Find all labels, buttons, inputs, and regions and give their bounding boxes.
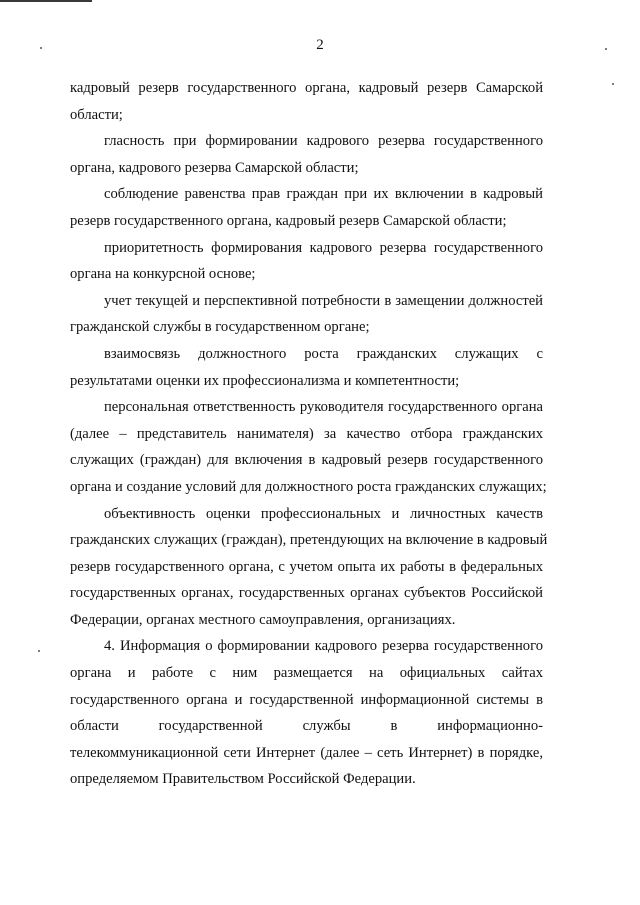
paragraph-line: органа и работе с ним размещается на официальных сайтах [70,665,543,682]
paragraph-line: гласность при формировании кадрового резерва государственного [104,133,543,150]
paragraph-line: приоритетность формирования кадрового резерва государственного [104,239,543,256]
paragraph-line: резерв государственного органа, кадровый резерв Самарской области; [70,212,507,229]
paragraph [70,128,543,181]
paragraph-line: органа и создание условий для должностного роста гражданских служащих; [70,478,547,495]
paragraph-line: области; [70,106,123,123]
paragraph [70,394,547,500]
paragraph-line: (далее – представитель нанимателя) за качество отбора гражданских [70,425,543,442]
paragraph-line: резерв государственного органа, с учетом опыта их работы в федеральных [70,558,543,575]
paragraph-line: соблюдение равенства прав граждан при их включении в кадровый [104,186,543,203]
paragraph-line: взаимосвязь должностного роста гражданских служащих с [104,345,543,362]
paragraph-line: 4. Информация о формировании кадрового резерва государственного [104,638,543,655]
page-number: 2 [316,37,324,53]
paragraph-line: кадровый резерв государственного органа, кадровый резерв Самарской [70,80,543,96]
paragraph-line: персональная ответственность руководителя государственного органа [104,399,543,416]
paragraph-line: государственного органа и государственной информационной системы в [70,691,543,708]
paragraph-line: государственных органах, государственных органах субъектов Российской [70,585,543,602]
document-body [70,75,548,793]
paragraph-line: учет текущей и перспективной потребности в замещении должностей [104,292,543,309]
paragraph-line: органа на конкурсной основе; [70,266,256,283]
paragraph [70,341,543,394]
paragraph [70,75,543,128]
paragraph [70,633,543,793]
paragraph [70,235,543,288]
paragraph-line: Федерации, органах местного самоуправления, организациях. [70,611,456,628]
paragraph-line: гражданской службы в государственном органе; [70,319,370,336]
paragraph-line: определяемом Правительством Российской Федерации. [70,771,416,788]
paragraph-line: области государственной службы в информационно- [70,718,543,735]
paragraph-line: служащих (граждан) для включения в кадровый резерв государственного [70,452,543,469]
paragraph-line: органа, кадрового резерва Самарской области; [70,159,359,176]
paragraph [70,288,543,341]
paragraph-line: телекоммуникационной сети Интернет (далее – сеть Интернет) в порядке, [70,744,543,761]
scan-speck [612,83,614,85]
paragraph-line: объективность оценки профессиональных и личностных качеств [104,505,543,522]
scan-edge-line [0,0,92,2]
paragraph-line: результатами оценки их профессионализма и компетентности; [70,372,460,389]
paragraph [70,181,543,234]
paragraph [70,501,548,634]
paragraph-line: гражданских служащих (граждан), претендующих на включение в кадровый [70,532,548,549]
scan-speck [38,650,40,652]
